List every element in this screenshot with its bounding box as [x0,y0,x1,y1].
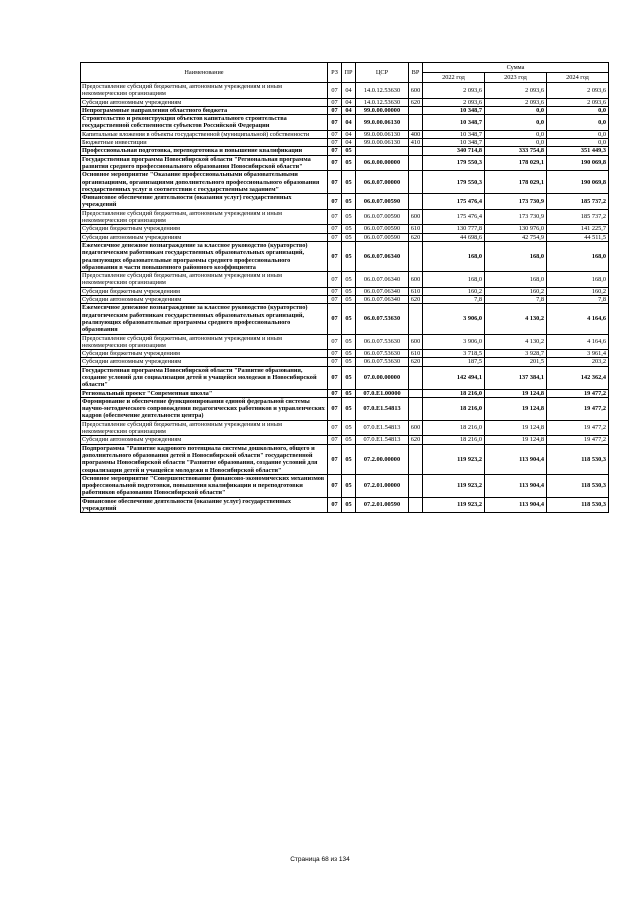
cell-pr: 05 [342,233,356,241]
cell-csr: 06.0.07.06340 [356,241,409,271]
cell-name: Непрограммные направления областного бюджета [81,106,328,114]
cell-amount-2024: 185 737,2 [547,194,609,210]
cell-amount-2022: 340 714,8 [423,147,485,155]
cell-rz: 07 [328,106,342,114]
cell-rz: 07 [328,272,342,288]
cell-pr: 05 [342,225,356,233]
cell-amount-2023: 0,0 [485,115,547,131]
cell-rz: 07 [328,389,342,397]
cell-name: Капитальные вложения в объекты государственной (муниципальной) собственности [81,130,328,138]
page-number: Страница 68 из 134 [290,856,350,863]
cell-amount-2024: 203,2 [547,358,609,366]
cell-amount-2024: 7,8 [547,296,609,304]
cell-amount-2023: 168,0 [485,241,547,271]
cell-rz: 07 [328,366,342,389]
cell-amount-2024: 141 225,7 [547,225,609,233]
cell-vr [409,366,423,389]
cell-vr: 610 [409,225,423,233]
cell-pr: 04 [342,115,356,131]
cell-name: Предоставление субсидий бюджетным, автономным учреждениям и иным некоммерческим организациям [81,334,328,350]
cell-amount-2024: 168,0 [547,241,609,271]
cell-amount-2022: 142 494,1 [423,366,485,389]
cell-amount-2022: 18 216,0 [423,436,485,444]
cell-amount-2022: 18 216,0 [423,397,485,420]
table-row [81,436,609,444]
cell-amount-2023: 113 904,4 [485,474,547,497]
cell-vr [409,474,423,497]
col-header-year-2022: 2022 год [423,73,485,83]
cell-name: Субсидии автономным учреждениям [81,98,328,106]
cell-pr: 04 [342,130,356,138]
cell-name: Ежемесячное денежное вознаграждение за классное руководство (кураторство) педагогическим работникам государственных образовательных организаций, реализующих образовательные программы среднего профессионального образования в части повышенного районного коэффициента [81,241,328,271]
cell-rz: 07 [328,139,342,147]
cell-name: Основное мероприятие "Оказание профессиональными образовательными организациями, организациями дополнительного профессионального образования государственных услуг в соответствии с государственным заданием" [81,171,328,194]
cell-amount-2023: 4 130,2 [485,304,547,334]
cell-amount-2022: 119 923,2 [423,474,485,497]
table-row [81,444,609,474]
cell-amount-2024: 0,0 [547,115,609,131]
cell-csr: 07.0.E1.00000 [356,389,409,397]
cell-amount-2024: 190 069,8 [547,155,609,171]
cell-amount-2023: 201,5 [485,358,547,366]
cell-csr: 06.0.00.00000 [356,155,409,171]
cell-pr: 05 [342,272,356,288]
cell-csr: 07.0.E1.54813 [356,397,409,420]
cell-amount-2022: 160,2 [423,287,485,295]
cell-vr: 620 [409,296,423,304]
cell-rz: 07 [328,241,342,271]
cell-csr: 99.0.00.06130 [356,139,409,147]
cell-amount-2024: 3 961,4 [547,350,609,358]
cell-name: Предоставление субсидий бюджетным, автономным учреждениям и иным некоммерческим организациям [81,83,328,99]
cell-name: Субсидии бюджетным учреждениям [81,225,328,233]
cell-amount-2024: 190 069,8 [547,171,609,194]
cell-vr: 620 [409,233,423,241]
cell-csr: 07.2.01.00590 [356,497,409,513]
cell-name: Субсидии автономным учреждениям [81,358,328,366]
cell-csr: 14.0.12.53630 [356,83,409,99]
cell-rz: 07 [328,358,342,366]
cell-rz: 07 [328,130,342,138]
cell-name: Финансовое обеспечение деятельности (оказания услуг) государственных учреждений [81,194,328,210]
cell-csr: 07.2.01.00000 [356,474,409,497]
cell-csr: 06.0.07.06340 [356,272,409,288]
cell-pr: 04 [342,98,356,106]
cell-amount-2022: 18 216,0 [423,420,485,436]
cell-csr [356,147,409,155]
cell-amount-2024: 19 477,2 [547,397,609,420]
cell-vr [409,194,423,210]
cell-vr: 620 [409,436,423,444]
table-row [81,106,609,114]
cell-pr: 05 [342,171,356,194]
cell-vr [409,115,423,131]
cell-csr: 07.2.00.00000 [356,444,409,474]
table-row [81,296,609,304]
cell-vr [409,106,423,114]
cell-csr: 06.0.07.00590 [356,233,409,241]
cell-vr: 600 [409,334,423,350]
cell-rz: 07 [328,474,342,497]
cell-csr: 06.0.07.00590 [356,194,409,210]
cell-amount-2024: 0,0 [547,139,609,147]
cell-name: Основное мероприятие "Совершенствование финансово-экономических механизмов профессиональной подготовки, повышения квалификации и переподготовки работников образования Новосибирской области" [81,474,328,497]
cell-rz: 07 [328,171,342,194]
cell-amount-2022: 168,0 [423,241,485,271]
cell-amount-2023: 19 124,8 [485,389,547,397]
cell-rz: 07 [328,397,342,420]
cell-vr [409,171,423,194]
cell-csr: 99.0.00.00000 [356,106,409,114]
cell-vr: 600 [409,83,423,99]
cell-amount-2023: 160,2 [485,287,547,295]
col-header-pr: ПР [342,63,356,83]
cell-amount-2023: 168,0 [485,272,547,288]
cell-pr: 05 [342,436,356,444]
cell-name: Предоставление субсидий бюджетным, автономным учреждениям и иным некоммерческим организациям [81,272,328,288]
cell-name: Региональный проект "Современная школа" [81,389,328,397]
cell-amount-2023: 0,0 [485,130,547,138]
cell-amount-2023: 113 904,4 [485,497,547,513]
table-row [81,287,609,295]
cell-csr: 99.0.00.06130 [356,115,409,131]
cell-amount-2024: 4 164,6 [547,334,609,350]
cell-amount-2022: 179 550,3 [423,171,485,194]
cell-amount-2022: 175 476,4 [423,194,485,210]
cell-csr: 06.0.07.53630 [356,350,409,358]
cell-name: Бюджетные инвестиции [81,139,328,147]
table-row [81,171,609,194]
cell-rz: 07 [328,147,342,155]
cell-amount-2023: 19 124,8 [485,436,547,444]
cell-pr: 05 [342,420,356,436]
cell-amount-2024: 19 477,2 [547,420,609,436]
cell-vr: 410 [409,139,423,147]
cell-pr: 05 [342,147,356,155]
cell-amount-2022: 187,5 [423,358,485,366]
cell-csr: 06.0.07.53630 [356,358,409,366]
table-row [81,420,609,436]
cell-rz: 07 [328,436,342,444]
cell-vr: 600 [409,209,423,225]
cell-name: Строительство и реконструкция объектов капитального строительства государственной собственности субъектов Российской Федерации [81,115,328,131]
cell-csr: 06.0.07.06340 [356,296,409,304]
cell-amount-2023: 178 029,1 [485,155,547,171]
cell-vr [409,155,423,171]
cell-pr: 05 [342,358,356,366]
cell-vr [409,304,423,334]
cell-name: Государственная программа Новосибирской области "Развитие образования, создание условий для социализации детей и учащейся молодежи в Новосибирской области" [81,366,328,389]
cell-csr: 06.0.07.06340 [356,287,409,295]
cell-pr: 05 [342,497,356,513]
cell-amount-2024: 19 477,2 [547,389,609,397]
cell-amount-2023: 2 093,6 [485,98,547,106]
cell-name: Формирование и обеспечение функционирования единой федеральной системы научно-методического сопровождения педагогических работников и управленческих кадров (обеспечение деятельности центра) [81,397,328,420]
table-row [81,209,609,225]
cell-amount-2024: 118 530,3 [547,474,609,497]
cell-name: Предоставление субсидий бюджетным, автономным учреждениям и иным некоммерческим организациям [81,420,328,436]
cell-vr: 620 [409,358,423,366]
cell-rz: 07 [328,194,342,210]
cell-vr [409,389,423,397]
cell-rz: 07 [328,497,342,513]
cell-amount-2023: 2 093,6 [485,83,547,99]
col-header-name: Наименование [81,63,328,83]
cell-amount-2024: 118 530,3 [547,444,609,474]
cell-rz: 07 [328,225,342,233]
cell-amount-2024: 4 164,6 [547,304,609,334]
table-row [81,155,609,171]
cell-vr: 620 [409,98,423,106]
table-row [81,272,609,288]
cell-pr: 05 [342,304,356,334]
cell-csr: 07.0.E1.54813 [356,420,409,436]
cell-vr: 610 [409,350,423,358]
cell-vr [409,241,423,271]
cell-name: Финансовое обеспечение деятельности (оказание услуг) государственных учреждений [81,497,328,513]
cell-amount-2024: 142 362,4 [547,366,609,389]
cell-amount-2022: 18 216,0 [423,389,485,397]
cell-name: Субсидии автономным учреждениям [81,436,328,444]
cell-amount-2023: 130 976,0 [485,225,547,233]
cell-amount-2024: 160,2 [547,287,609,295]
cell-rz: 07 [328,350,342,358]
cell-amount-2022: 130 777,8 [423,225,485,233]
cell-pr: 05 [342,155,356,171]
cell-csr: 06.0.07.00000 [356,171,409,194]
cell-amount-2022: 168,0 [423,272,485,288]
cell-rz: 07 [328,444,342,474]
cell-vr: 600 [409,272,423,288]
cell-csr: 06.0.07.53630 [356,304,409,334]
table-row [81,474,609,497]
cell-pr: 05 [342,366,356,389]
cell-name: Субсидии бюджетным учреждениям [81,350,328,358]
cell-amount-2022: 10 348,7 [423,106,485,114]
cell-vr [409,444,423,474]
cell-pr: 05 [342,334,356,350]
cell-amount-2023: 113 904,4 [485,444,547,474]
cell-name: Субсидии бюджетным учреждениям [81,287,328,295]
cell-rz: 07 [328,304,342,334]
cell-amount-2022: 175 476,4 [423,209,485,225]
cell-vr [409,497,423,513]
cell-name: Субсидии автономным учреждениям [81,296,328,304]
cell-csr: 06.0.07.53630 [356,334,409,350]
cell-amount-2022: 44 698,6 [423,233,485,241]
table-row [81,130,609,138]
cell-rz: 07 [328,420,342,436]
col-header-year-2023: 2023 год [485,73,547,83]
cell-amount-2023: 7,8 [485,296,547,304]
cell-vr: 400 [409,130,423,138]
table-row [81,497,609,513]
cell-csr: 99.0.00.06130 [356,130,409,138]
cell-name: Государственная программа Новосибирской области "Региональная программа развития среднего профессионального образования Новосибирской области" [81,155,328,171]
table-row [81,358,609,366]
cell-pr: 05 [342,209,356,225]
table-row [81,366,609,389]
table-row [81,194,609,210]
table-row [81,397,609,420]
cell-amount-2023: 0,0 [485,139,547,147]
cell-name: Ежемесячное денежное вознаграждение за классное руководство (кураторство) педагогическим работникам государственных образовательных организаций, реализующих образовательные программы среднего профессионального образования [81,304,328,334]
cell-amount-2022: 119 923,2 [423,444,485,474]
cell-name: Субсидии автономным учреждениям [81,233,328,241]
cell-amount-2024: 19 477,2 [547,436,609,444]
table-row [81,233,609,241]
cell-rz: 07 [328,115,342,131]
cell-rz: 07 [328,209,342,225]
table-row [81,115,609,131]
cell-amount-2023: 137 384,1 [485,366,547,389]
cell-amount-2022: 3 718,5 [423,350,485,358]
cell-csr: 06.0.07.00590 [356,209,409,225]
cell-pr: 05 [342,350,356,358]
cell-amount-2024: 185 737,2 [547,209,609,225]
cell-pr: 05 [342,194,356,210]
cell-amount-2022: 2 093,6 [423,98,485,106]
table-body [81,83,609,513]
cell-amount-2022: 10 348,7 [423,115,485,131]
table-row [81,98,609,106]
cell-vr [409,147,423,155]
cell-amount-2023: 3 928,7 [485,350,547,358]
cell-rz: 07 [328,287,342,295]
cell-pr: 05 [342,287,356,295]
cell-rz: 07 [328,83,342,99]
cell-amount-2024: 118 530,3 [547,497,609,513]
cell-amount-2023: 42 754,9 [485,233,547,241]
cell-rz: 07 [328,334,342,350]
cell-amount-2022: 2 093,6 [423,83,485,99]
budget-table-page [80,62,608,513]
cell-name: Предоставление субсидий бюджетным, автономным учреждениям и иным некоммерческим организациям [81,209,328,225]
cell-amount-2022: 179 550,3 [423,155,485,171]
table-row [81,241,609,271]
cell-amount-2023: 333 754,8 [485,147,547,155]
cell-pr: 05 [342,389,356,397]
cell-amount-2022: 119 923,2 [423,497,485,513]
cell-amount-2022: 10 348,7 [423,130,485,138]
col-header-vr: ВР [409,63,423,83]
cell-amount-2022: 3 906,0 [423,334,485,350]
cell-name: Подпрограмма "Развитие кадрового потенциала системы дошкольного, общего и дополнительного образования детей в Новосибирской области" государственной программы Новосибирской области "Развитие образования, создание условий для социализации детей и учащейся молодежи в Новосибирской области" [81,444,328,474]
cell-csr: 07.0.00.00000 [356,366,409,389]
cell-vr: 610 [409,287,423,295]
col-header-sum: Сумма [423,63,609,73]
cell-pr: 05 [342,296,356,304]
cell-pr: 05 [342,444,356,474]
cell-pr: 04 [342,83,356,99]
table-row [81,139,609,147]
cell-rz: 07 [328,98,342,106]
cell-pr: 05 [342,474,356,497]
cell-rz: 07 [328,233,342,241]
table-row [81,147,609,155]
col-header-csr: ЦСР [356,63,409,83]
cell-amount-2023: 173 730,9 [485,194,547,210]
cell-amount-2023: 178 029,1 [485,171,547,194]
cell-amount-2024: 2 093,6 [547,83,609,99]
cell-amount-2023: 4 130,2 [485,334,547,350]
cell-amount-2022: 7,8 [423,296,485,304]
cell-amount-2024: 0,0 [547,106,609,114]
cell-amount-2024: 44 511,5 [547,233,609,241]
table-row [81,350,609,358]
table-row [81,83,609,99]
cell-rz: 07 [328,296,342,304]
col-header-year-2024: 2024 год [547,73,609,83]
cell-amount-2023: 173 730,9 [485,209,547,225]
cell-pr: 04 [342,106,356,114]
cell-amount-2024: 168,0 [547,272,609,288]
cell-csr: 14.0.12.53630 [356,98,409,106]
table-row [81,304,609,334]
budget-table [80,62,609,513]
cell-csr: 06.0.07.00590 [356,225,409,233]
cell-pr: 05 [342,397,356,420]
table-row [81,334,609,350]
cell-amount-2023: 0,0 [485,106,547,114]
cell-pr: 04 [342,139,356,147]
cell-amount-2023: 19 124,8 [485,397,547,420]
cell-amount-2024: 351 449,3 [547,147,609,155]
cell-vr: 600 [409,420,423,436]
cell-amount-2024: 0,0 [547,130,609,138]
cell-amount-2022: 10 348,7 [423,139,485,147]
cell-csr: 07.0.E1.54813 [356,436,409,444]
table-row [81,225,609,233]
cell-amount-2022: 3 906,0 [423,304,485,334]
table-row [81,389,609,397]
cell-amount-2024: 2 093,6 [547,98,609,106]
cell-pr: 05 [342,241,356,271]
cell-amount-2023: 19 124,8 [485,420,547,436]
cell-rz: 07 [328,155,342,171]
cell-name: Профессиональная подготовка, переподготовка и повышение квалификации [81,147,328,155]
cell-vr [409,397,423,420]
col-header-rz: РЗ [328,63,342,83]
